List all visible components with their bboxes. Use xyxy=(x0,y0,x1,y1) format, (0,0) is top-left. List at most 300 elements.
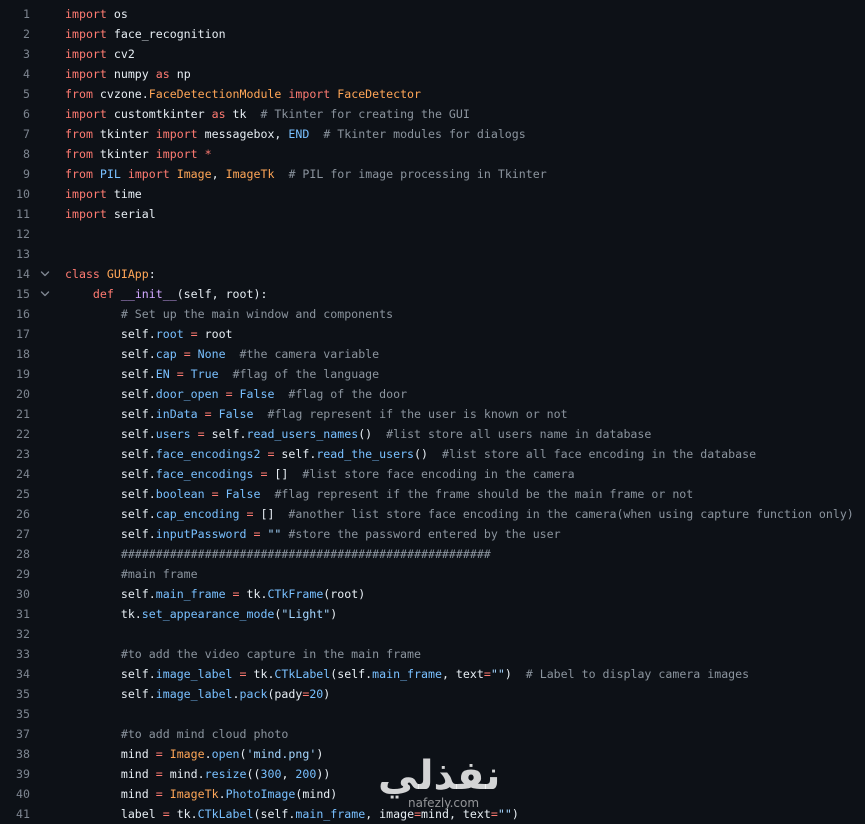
fold-gutter xyxy=(30,464,60,484)
fold-gutter xyxy=(30,404,60,424)
line-number: 31 xyxy=(16,607,30,621)
line-number: 13 xyxy=(16,247,30,261)
code-line xyxy=(0,624,865,644)
code-line xyxy=(0,84,865,104)
code-token: ImageTk xyxy=(225,167,275,181)
code-token: Image xyxy=(169,747,205,761)
code-token: = xyxy=(239,667,247,681)
code-token: from xyxy=(65,167,93,181)
code-text xyxy=(60,384,407,404)
code-token: () xyxy=(414,447,442,461)
code-token: import xyxy=(65,67,107,81)
code-line xyxy=(0,664,865,684)
code-token: self. xyxy=(65,587,156,601)
code-token: = xyxy=(232,587,240,601)
code-token: ( xyxy=(274,607,282,621)
code-token xyxy=(274,167,288,181)
code-token: from xyxy=(65,87,93,101)
code-line xyxy=(0,564,865,584)
code-token: inData xyxy=(155,407,198,421)
code-line xyxy=(0,464,865,484)
line-number: 19 xyxy=(16,367,30,381)
code-line xyxy=(0,144,865,164)
code-token: tk. xyxy=(65,607,142,621)
code-token: # Tkinter modules for dialogs xyxy=(323,127,526,141)
line-number: 41 xyxy=(16,807,30,821)
code-token: boolean xyxy=(155,487,205,501)
code-token: = xyxy=(183,347,191,361)
code-token: FaceDetector xyxy=(337,87,422,101)
code-token xyxy=(163,787,170,801)
line-number: 5 xyxy=(23,87,30,101)
code-text xyxy=(60,124,526,144)
code-token: ) xyxy=(511,807,519,821)
code-token: = xyxy=(162,807,170,821)
line-number: 12 xyxy=(16,227,30,241)
code-token: image_label xyxy=(155,667,233,681)
code-token: 300 xyxy=(260,767,282,781)
code-token: face_encodings xyxy=(155,467,254,481)
fold-gutter xyxy=(30,624,60,644)
code-line xyxy=(0,4,865,24)
code-text xyxy=(60,564,198,584)
code-text xyxy=(60,4,128,24)
code-text xyxy=(60,144,212,164)
code-token: self. xyxy=(65,507,156,521)
line-number: 2 xyxy=(23,27,30,41)
code-token xyxy=(65,287,93,301)
fold-gutter xyxy=(30,144,60,164)
code-token: = xyxy=(267,447,275,461)
code-token: self. xyxy=(65,487,156,501)
code-token: cvzone. xyxy=(92,87,149,101)
code-token: os xyxy=(106,7,128,21)
fold-gutter xyxy=(30,684,60,704)
code-line xyxy=(0,184,865,204)
code-token xyxy=(219,487,226,501)
code-token: self. xyxy=(65,387,156,401)
line-number: 7 xyxy=(23,127,30,141)
code-line xyxy=(0,784,865,804)
code-text xyxy=(60,44,135,64)
code-token xyxy=(274,387,288,401)
code-token: import xyxy=(65,107,107,121)
code-token: cap_encoding xyxy=(155,507,240,521)
code-token: "" xyxy=(490,667,505,681)
fold-gutter xyxy=(30,644,60,664)
code-token xyxy=(205,487,212,501)
code-token: door_open xyxy=(155,387,219,401)
line-number: 35 xyxy=(16,707,30,721)
code-token xyxy=(184,327,191,341)
code-token xyxy=(226,347,240,361)
line-number: 18 xyxy=(16,347,30,361)
code-token xyxy=(309,127,323,141)
fold-gutter xyxy=(30,444,60,464)
code-line xyxy=(0,284,865,304)
code-token xyxy=(226,587,233,601)
code-token: messagebox, xyxy=(197,127,289,141)
fold-gutter xyxy=(30,784,60,804)
code-line xyxy=(0,804,865,824)
code-token: = xyxy=(211,487,219,501)
code-token: numpy xyxy=(106,67,156,81)
code-token: = xyxy=(155,787,163,801)
code-token: ) xyxy=(330,607,338,621)
code-token: (( xyxy=(246,767,261,781)
code-text xyxy=(60,404,568,424)
code-token: import xyxy=(288,87,331,101)
code-line xyxy=(0,584,865,604)
code-token: np xyxy=(169,67,191,81)
code-token: (pady xyxy=(267,687,303,701)
code-token: . xyxy=(204,747,212,761)
code-line xyxy=(0,44,865,64)
code-token: face_recognition xyxy=(106,27,226,41)
code-token xyxy=(219,387,226,401)
code-line xyxy=(0,484,865,504)
code-token xyxy=(198,147,205,161)
code-token: = xyxy=(197,427,205,441)
code-token xyxy=(212,407,219,421)
code-token: [] xyxy=(267,467,303,481)
code-token: resize xyxy=(204,767,247,781)
fold-gutter xyxy=(30,324,60,344)
code-line xyxy=(0,24,865,44)
code-token: root xyxy=(197,327,233,341)
code-line xyxy=(0,604,865,624)
code-token: tk. xyxy=(169,807,198,821)
fold-chevron-down-icon[interactable] xyxy=(30,264,60,284)
code-token: self. xyxy=(65,447,156,461)
code-text xyxy=(60,644,421,664)
code-token: read_the_users xyxy=(316,447,415,461)
code-token: False xyxy=(218,407,254,421)
code-token: import xyxy=(127,167,170,181)
code-token: False xyxy=(239,387,275,401)
code-token: False xyxy=(225,487,261,501)
code-text xyxy=(60,524,561,544)
code-token: cap xyxy=(155,347,177,361)
line-number: 9 xyxy=(23,167,30,181)
fold-gutter xyxy=(30,724,60,744)
code-token xyxy=(260,487,274,501)
code-token: #another list store face encoding in the camera(when using capture function only) xyxy=(288,507,854,521)
line-number: 23 xyxy=(16,447,30,461)
line-number: 33 xyxy=(16,647,30,661)
code-token: = xyxy=(302,687,310,701)
code-token xyxy=(191,427,198,441)
code-token xyxy=(191,347,198,361)
code-token: , text xyxy=(441,667,484,681)
code-token: mind xyxy=(65,747,156,761)
fold-gutter xyxy=(30,244,60,264)
code-token: "" xyxy=(267,527,282,541)
code-token: inputPassword xyxy=(155,527,247,541)
line-number: 29 xyxy=(16,567,30,581)
code-token: = xyxy=(246,507,254,521)
code-token xyxy=(65,307,121,321)
code-token: (self. xyxy=(330,667,373,681)
code-text xyxy=(60,224,65,244)
code-token: (root) xyxy=(323,587,366,601)
line-number: 22 xyxy=(16,427,30,441)
code-token: customtkinter xyxy=(106,107,212,121)
code-token xyxy=(233,667,240,681)
code-token: time xyxy=(106,187,142,201)
code-token: #list store face encoding in the camera xyxy=(302,467,575,481)
code-text xyxy=(60,764,330,784)
code-token xyxy=(198,407,205,421)
code-token: = xyxy=(260,467,268,481)
code-token: ( xyxy=(239,747,247,761)
code-token: image_label xyxy=(155,687,233,701)
code-token: = xyxy=(225,387,233,401)
code-token xyxy=(65,567,121,581)
code-token: ) xyxy=(323,687,331,701)
code-line xyxy=(0,64,865,84)
line-number: 26 xyxy=(16,507,30,521)
code-token: #list store all users name in database xyxy=(386,427,652,441)
code-token: set_appearance_mode xyxy=(141,607,275,621)
code-token: None xyxy=(197,347,226,361)
code-token: class xyxy=(65,267,100,281)
code-token: self. xyxy=(65,327,156,341)
code-text xyxy=(60,164,547,184)
code-token: = xyxy=(155,747,163,761)
code-line xyxy=(0,164,865,184)
code-token: self. xyxy=(65,367,156,381)
line-number: 28 xyxy=(16,547,30,561)
code-text xyxy=(60,704,65,724)
fold-gutter xyxy=(30,564,60,584)
code-token: import xyxy=(155,127,198,141)
code-text xyxy=(60,104,470,124)
code-token: mind, text xyxy=(421,807,491,821)
code-token: self. xyxy=(65,427,156,441)
code-token: CTkFrame xyxy=(267,587,324,601)
fold-gutter xyxy=(30,604,60,624)
code-text xyxy=(60,744,323,764)
code-text xyxy=(60,584,365,604)
fold-gutter xyxy=(30,544,60,564)
code-text xyxy=(60,724,288,744)
code-token: import xyxy=(65,7,107,21)
code-token: CTkLabel xyxy=(197,807,254,821)
code-token xyxy=(240,507,247,521)
code-token: cv2 xyxy=(106,47,135,61)
code-text xyxy=(60,304,393,324)
code-token: , image xyxy=(365,807,415,821)
fold-gutter xyxy=(30,364,60,384)
code-token: EN xyxy=(155,367,170,381)
code-token: #the camera variable xyxy=(239,347,380,361)
code-line xyxy=(0,384,865,404)
code-token: self. xyxy=(65,687,156,701)
code-token xyxy=(254,407,268,421)
code-token: # Set up the main window and components xyxy=(120,307,394,321)
code-line xyxy=(0,684,865,704)
line-number: 17 xyxy=(16,327,30,341)
code-token: self. xyxy=(65,667,156,681)
code-text xyxy=(60,604,337,624)
code-token: "" xyxy=(497,807,512,821)
code-token: serial xyxy=(106,207,156,221)
line-number: 39 xyxy=(16,767,30,781)
code-text xyxy=(60,464,575,484)
code-token xyxy=(233,387,240,401)
code-text xyxy=(60,684,330,704)
code-text xyxy=(60,364,379,384)
code-token: __init__ xyxy=(120,287,177,301)
code-token: label xyxy=(65,807,163,821)
code-line xyxy=(0,744,865,764)
code-line xyxy=(0,444,865,464)
code-token xyxy=(170,167,177,181)
line-number: 30 xyxy=(16,587,30,601)
code-line xyxy=(0,764,865,784)
code-line xyxy=(0,104,865,124)
line-number: 40 xyxy=(16,787,30,801)
code-token xyxy=(170,367,177,381)
code-token: tk xyxy=(225,107,261,121)
code-token: import xyxy=(65,187,107,201)
code-token: Image xyxy=(176,167,212,181)
code-text xyxy=(60,244,65,264)
watermark-arabic: نفذلي xyxy=(378,753,501,799)
code-text xyxy=(60,784,337,804)
line-number: 4 xyxy=(23,67,30,81)
line-number: 37 xyxy=(16,727,30,741)
code-token: mind xyxy=(65,787,156,801)
code-token: from xyxy=(65,147,93,161)
code-token: open xyxy=(211,747,240,761)
line-number: 25 xyxy=(16,487,30,501)
code-token: main_frame xyxy=(155,587,226,601)
code-token: * xyxy=(204,147,212,161)
code-token: = xyxy=(190,327,198,341)
code-token: "Light" xyxy=(281,607,331,621)
code-token: PhotoImage xyxy=(225,787,296,801)
code-token: PIL xyxy=(99,167,121,181)
code-token: , xyxy=(281,767,296,781)
code-token: # PIL for image processing in Tkinter xyxy=(288,167,547,181)
code-token: ) xyxy=(316,747,324,761)
code-token xyxy=(93,167,100,181)
code-line xyxy=(0,324,865,344)
line-number: 27 xyxy=(16,527,30,541)
code-text xyxy=(60,264,156,284)
code-token: import xyxy=(155,147,198,161)
code-token: root xyxy=(155,327,184,341)
line-number: 24 xyxy=(16,467,30,481)
code-token: mind xyxy=(65,767,156,781)
fold-gutter xyxy=(30,24,60,44)
line-number: 1 xyxy=(23,7,30,21)
code-text xyxy=(60,804,519,824)
code-token: def xyxy=(92,287,114,301)
fold-gutter xyxy=(30,104,60,124)
code-token: main_frame xyxy=(295,807,366,821)
code-token: = xyxy=(253,527,261,541)
code-token: = xyxy=(155,767,163,781)
code-line xyxy=(0,264,865,284)
code-token: (self, root): xyxy=(176,287,268,301)
code-token: # Tkinter for creating the GUI xyxy=(260,107,470,121)
fold-gutter xyxy=(30,64,60,84)
code-view xyxy=(0,4,865,824)
code-line xyxy=(0,344,865,364)
code-token: #to add mind cloud photo xyxy=(120,727,289,741)
code-token: # Label to display camera images xyxy=(525,667,750,681)
code-line xyxy=(0,724,865,744)
code-text xyxy=(60,204,156,224)
code-token: = xyxy=(483,667,491,681)
code-token: #flag represent if the frame should be the main frame or not xyxy=(274,487,694,501)
code-token: : xyxy=(148,267,156,281)
line-number: 11 xyxy=(16,207,30,221)
code-text xyxy=(60,64,191,84)
code-token xyxy=(163,747,170,761)
code-token: . xyxy=(232,687,240,701)
fold-gutter xyxy=(30,704,60,724)
code-token: face_encodings2 xyxy=(155,447,261,461)
fold-gutter xyxy=(30,164,60,184)
code-token: , xyxy=(211,167,226,181)
code-line xyxy=(0,644,865,664)
code-token: = xyxy=(176,367,184,381)
code-text xyxy=(60,504,854,524)
line-number: 20 xyxy=(16,387,30,401)
code-text xyxy=(60,444,756,464)
code-token xyxy=(114,287,121,301)
code-token xyxy=(121,167,128,181)
code-token: )) xyxy=(316,767,331,781)
code-token: main_frame xyxy=(372,667,442,681)
code-token: self. xyxy=(65,347,156,361)
code-token: FaceDetectionModule xyxy=(148,87,282,101)
code-token: tkinter xyxy=(92,147,156,161)
code-line xyxy=(0,504,865,524)
code-token: GUIApp xyxy=(106,267,149,281)
fold-gutter xyxy=(30,664,60,684)
code-token: ##################################################### xyxy=(120,547,491,561)
line-number: 15 xyxy=(16,287,30,301)
line-number: 8 xyxy=(23,147,30,161)
code-token: = xyxy=(204,407,212,421)
code-line xyxy=(0,124,865,144)
code-token: #flag of the language xyxy=(232,367,380,381)
code-token: from xyxy=(65,127,93,141)
code-text xyxy=(60,664,749,684)
line-number: 10 xyxy=(16,187,30,201)
code-token xyxy=(219,367,233,381)
code-text xyxy=(60,24,226,44)
code-text xyxy=(60,484,693,504)
code-token: #main frame xyxy=(120,567,198,581)
line-number: 34 xyxy=(16,667,30,681)
fold-gutter xyxy=(30,224,60,244)
code-token: self. xyxy=(274,447,317,461)
line-number: 32 xyxy=(16,627,30,641)
fold-gutter xyxy=(30,304,60,324)
code-token: True xyxy=(190,367,219,381)
fold-gutter xyxy=(30,384,60,404)
code-token: tkinter xyxy=(92,127,156,141)
fold-chevron-down-icon[interactable] xyxy=(30,284,60,304)
code-token: self. xyxy=(65,527,156,541)
line-number: 3 xyxy=(23,47,30,61)
